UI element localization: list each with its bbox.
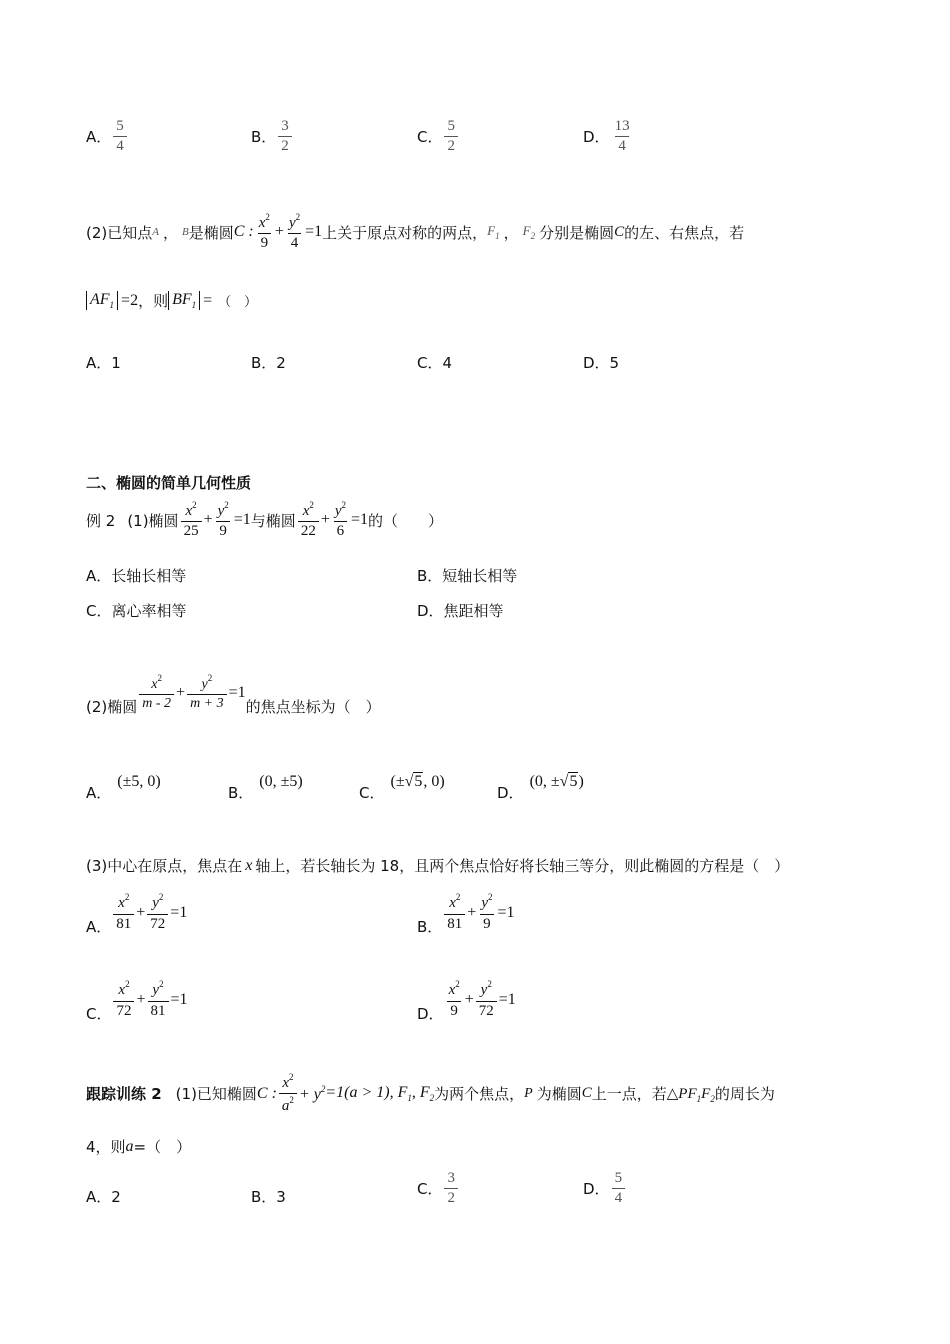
train2-option-b[interactable]: B．3 — [251, 1188, 286, 1206]
fraction-y2-9: $\frac{y^2}{9}$ — [217, 500, 229, 540]
ex2-option-c[interactable]: C．离心率相等 — [86, 602, 187, 620]
ex2b-option-b[interactable]: B． (0, ±5) — [228, 772, 303, 802]
q1-option-d[interactable]: D．5 — [583, 354, 620, 372]
q1-option-b[interactable]: B．2 — [251, 354, 286, 372]
fraction-y2-4: $\frac{y^2}{4}$ — [288, 212, 301, 252]
ex2c-option-c[interactable]: C． $\frac{x^2}{72}$ + $\frac{y^2}{81}$ =1 — [86, 979, 188, 1023]
ex2c-stem: (3)中心在原点，焦点在 x 轴上，若长轴长为 18，且两个焦点恰好将长轴三等分，则此椭圆的方程是（ ） — [86, 856, 790, 875]
train2-stem-line2: 4，则 a =（ ） — [86, 1137, 192, 1156]
train2-option-a[interactable]: A．2 — [86, 1188, 121, 1206]
abs-af1: $AF_1$ — [86, 291, 118, 310]
fraction-y2-m-plus-3: $\frac{y^2}{m + 3}$ — [187, 673, 227, 712]
point-a: A — [152, 226, 159, 239]
ex2-option-a[interactable]: A．长轴长相等 — [86, 567, 187, 585]
option-label: B． — [251, 128, 277, 147]
ex2b-option-a[interactable]: A． (±5, 0) — [86, 772, 161, 802]
train2-option-d[interactable]: D． $\frac{5}{4}$ — [583, 1170, 627, 1208]
focus-f1: $F_1$ — [487, 223, 500, 242]
fraction-x2-22: $\frac{x^2}{22}$ — [298, 500, 319, 541]
ex2b-option-d[interactable]: D． (0, ±√5) — [497, 772, 584, 802]
fraction-x2-m-minus-2: $\frac{x^2}{m - 2}$ — [139, 673, 174, 712]
fraction: $\frac{3}{2}$ — [278, 118, 292, 156]
q1-option-c[interactable]: C．4 — [417, 354, 453, 372]
ex2-option-d[interactable]: D．焦距相等 — [417, 602, 504, 620]
ex2c-option-d[interactable]: D． $\frac{x^2}{9}$ + $\frac{y^2}{72}$ =1 — [417, 979, 516, 1023]
fraction: $\frac{5}{2}$ — [444, 118, 458, 156]
option-label: A． — [86, 128, 112, 147]
q1-option-a[interactable]: A．1 — [86, 354, 121, 372]
focus-f2: $F_2$ — [522, 223, 536, 242]
ex2-stem: 例 2 (1)椭圆 $\frac{x^2}{25}$ + $\frac{y^2}{9}$ =1 与椭圆 $\frac{x^2}{22}$ + $\frac{y^2}{6}$ =1 的（ ） — [86, 500, 444, 540]
option-label: C． — [417, 128, 443, 147]
triangle-pf1f2: $\triangle PF_1F_2$ — [666, 1085, 715, 1104]
q0-option-b[interactable] — [251, 118, 294, 156]
q0-option-a[interactable] — [86, 118, 129, 156]
ex2b-option-c[interactable]: C． (±√5, 0) — [359, 772, 445, 802]
train2-option-c[interactable]: C． $\frac{3}{2}$ — [417, 1170, 460, 1208]
q0-option-d[interactable] — [583, 118, 635, 156]
fraction-x2-9: $\frac{x^2}{9}$ — [258, 212, 270, 252]
ex2c-option-a[interactable]: A． $\frac{x^2}{81}$ + $\frac{y^2}{72}$ =1 — [86, 892, 188, 936]
q1-stem-line2: $AF_1$ =2 ，则 $BF_1$ = （ ） — [86, 290, 257, 311]
train2-stem-line1: 跟踪训练 2 (1)已知椭圆 C : $\frac{x^2}{a^2}$ + $y^2$ =1(a > 1), $F_1$, $F_2$ 为两个焦点， P 为椭圆 C 上一点，若 $\triangle PF_1F_2$ 的周长为 — [86, 1072, 775, 1115]
fraction: $\frac{5}{4}$ — [113, 118, 127, 156]
fraction-x2-a2: $\frac{x^2}{a^2}$ — [279, 1072, 297, 1116]
ex2-option-b[interactable]: B．短轴长相等 — [417, 567, 518, 585]
fraction-y2-6: $\frac{y^2}{6}$ — [334, 500, 347, 540]
section-title: 二、椭圆的简单几何性质 — [86, 474, 252, 492]
point-b: B — [182, 226, 189, 239]
ex2b-stem: (2)椭圆 $\frac{x^2}{m - 2}$ + $\frac{y^2}{m + 3}$ =1 的焦点坐标为（ ） — [86, 672, 381, 716]
q1-stem-line1: (2)已知点 A ， B 是椭圆 C : $\frac{x^2}{9}$ + $\frac{y^2}{4}$ =1 上关于原点对称的两点， $F_1$ ， $F_2$ 分别是椭圆 C 的左、右焦点，若 — [86, 212, 745, 252]
ex2c-option-b[interactable]: B． $\frac{x^2}{81}$ + $\frac{y^2}{9}$ =1 — [417, 892, 515, 936]
option-label: D． — [583, 128, 610, 147]
fraction: $\frac{13}{4}$ — [614, 118, 630, 155]
q0-option-c[interactable] — [417, 118, 460, 156]
fraction-x2-25: $\frac{x^2}{25}$ — [181, 500, 202, 541]
abs-bf1: $BF_1$ — [168, 291, 200, 310]
